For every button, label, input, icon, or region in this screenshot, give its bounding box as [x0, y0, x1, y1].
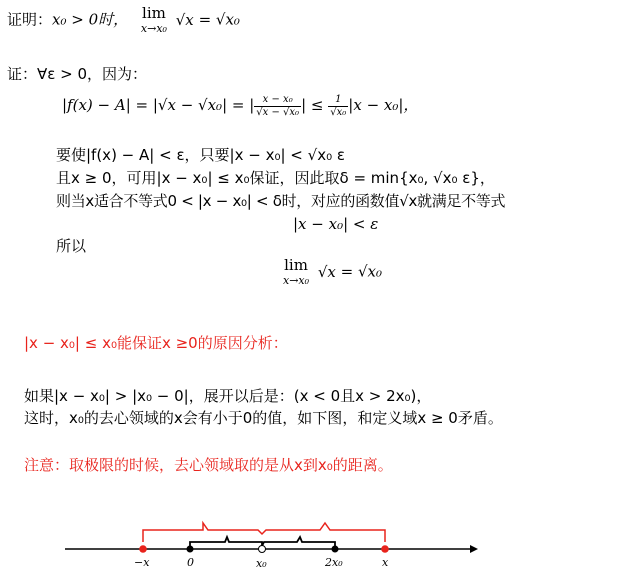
- fraction-1: [254, 94, 301, 119]
- red-brace: [143, 523, 385, 542]
- final-limit: lim x→x₀ √x = √x₀: [283, 256, 383, 287]
- analysis-note: 注意：取极限的时候，去心领域取的是从x到x₀的距离。: [24, 456, 393, 474]
- fraction-2-denominator: √x₀: [330, 106, 347, 118]
- point-neg-x: [139, 545, 147, 553]
- point-zero: [187, 546, 194, 553]
- lim-subscript: x→x₀: [140, 22, 167, 35]
- so-label: 所以: [56, 237, 87, 255]
- statement-lhs: √x: [175, 10, 194, 29]
- step-3: 则当x适合不等式0 < |x − x₀| < δ时，对应的函数值√x就满足不等式: [56, 192, 506, 210]
- statement-label: 证明：: [7, 10, 53, 29]
- step-2: 且x ≥ 0，可用|x − x₀| ≤ x₀保证，因此取δ = min{x₀, √x₀ ε}，: [56, 169, 495, 187]
- label-x: x: [382, 556, 389, 569]
- inequality-line: [62, 90, 418, 120]
- statement-line: 证明：x₀ > 0时， lim x→x₀ √x = √x₀: [7, 4, 240, 35]
- step-3-result: |x − x₀| < ε: [293, 215, 379, 233]
- statement-rhs: √x₀: [215, 10, 240, 29]
- point-2x0: [332, 546, 339, 553]
- ineq-left: |f(x) − A| = |√x − √x₀| = |: [62, 96, 255, 114]
- analysis-paragraph-2: 这时，x₀的去心领域的x会有小于0的值，如下图，和定义域x ≥ 0矛盾。: [24, 409, 503, 427]
- analysis-heading: |x − x₀| ≤ x₀能保证x ≥0的原因分析：: [24, 334, 288, 352]
- final-rhs: √x₀: [357, 262, 383, 281]
- label-neg-x: −x: [134, 556, 150, 569]
- final-lim-word: lim: [284, 256, 308, 274]
- final-lhs: √x: [317, 262, 336, 281]
- statement-limit: [141, 6, 167, 34]
- axis-arrow: [470, 545, 478, 553]
- analysis-paragraph-1: 如果|x − x₀| > |x₀ − 0|，展开以后是：(x < 0且x > 2x₀)，: [24, 387, 432, 405]
- fraction-2-numerator: 1: [328, 94, 348, 107]
- fraction-2: [328, 94, 348, 119]
- ineq-mid: | ≤: [301, 96, 329, 114]
- number-line-diagram: [0, 500, 630, 580]
- label-x0: x₀: [256, 557, 267, 570]
- step-1: 要使|f(x) − A| < ε，只要|x − x₀| < √x₀ ε: [56, 146, 345, 164]
- point-x0: [259, 546, 266, 553]
- final-lim: [283, 258, 309, 286]
- fraction-1-numerator: x − x₀: [254, 94, 301, 107]
- label-2x0: 2x₀: [325, 556, 343, 569]
- statement-condition: x₀ > 0时，: [52, 10, 129, 29]
- label-zero: 0: [187, 556, 194, 569]
- proof-label: 证：∀ε > 0，因为：: [7, 65, 148, 83]
- ineq-right: |x − x₀|，: [348, 96, 419, 114]
- final-lim-subscript: x→x₀: [283, 274, 310, 287]
- fraction-1-denominator: √x − √x₀: [256, 106, 300, 118]
- point-x: [381, 545, 389, 553]
- lim-word: lim: [142, 4, 166, 22]
